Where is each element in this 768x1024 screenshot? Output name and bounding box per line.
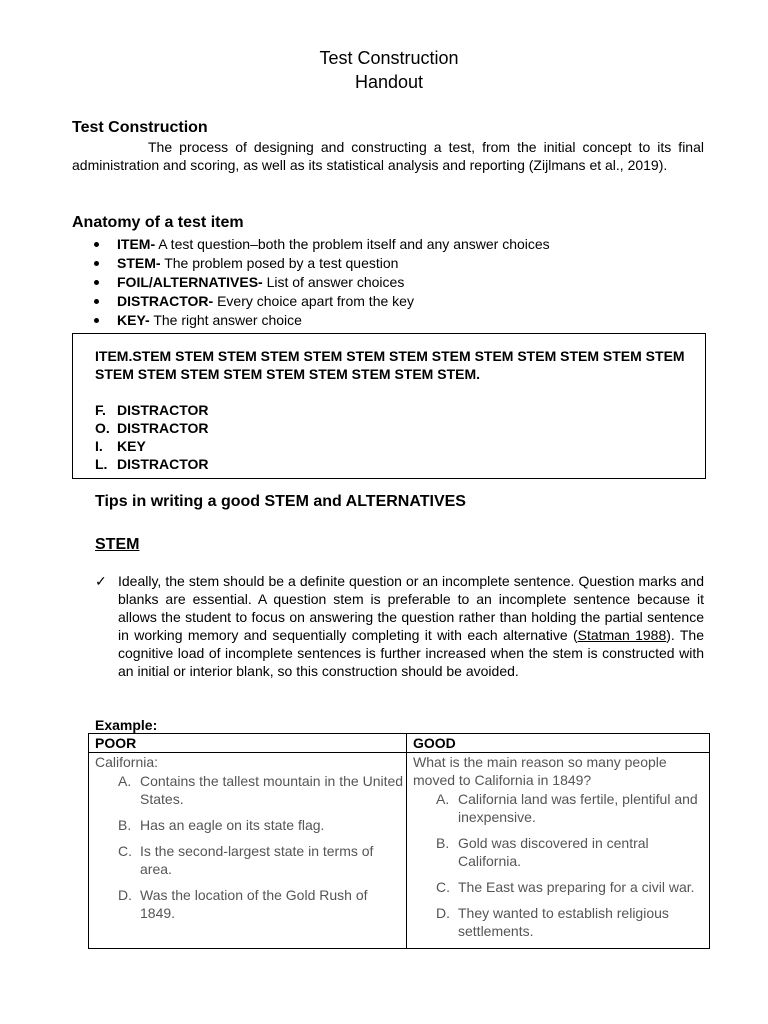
bullet-icon: [94, 280, 99, 285]
list-item: DISTRACTOR- Every choice apart from the key: [72, 292, 692, 311]
option-row: O. DISTRACTOR: [95, 420, 209, 436]
good-example-cell: [407, 753, 710, 949]
list-item: D. They wanted to establish religious settlements.: [436, 905, 669, 939]
column-header-good: GOOD: [407, 734, 710, 753]
anatomy-list: [72, 235, 692, 330]
poor-example-cell: [89, 753, 407, 949]
list-item: A. California land was fertile, plentiful and inexpensive.: [436, 791, 698, 825]
document-subtitle: Handout: [354, 72, 424, 92]
list-item: B. Gold was discovered in central California.: [436, 835, 649, 869]
checkmark-icon: ✓: [95, 573, 107, 589]
table-row: [89, 753, 710, 949]
list-item: STEM- The problem posed by a test question: [72, 254, 692, 273]
stem-guideline-text: Ideally, the stem should be a definite question or an incomplete sentence. Question marks and blanks are essential. A question stem is preferable to an incomplete sentence because it allows the student to focus on answering the question rather than holding the partial sentence in working memory and sequentially completing it with each alternative (Statman 1988). The cognitive load of incomplete sentences is further increased when the stem is constructed with an initial or interior blank, so this construction should be avoided.: [118, 573, 704, 679]
section-heading-anatomy: Anatomy of a test item: [72, 214, 244, 231]
citation-link[interactable]: Statman 1988: [577, 627, 667, 643]
option-row: L. DISTRACTOR: [95, 456, 209, 472]
good-alternatives: [413, 790, 709, 940]
good-stem: What is the main reason so many people moved to California in 1849?: [413, 754, 667, 788]
tips-heading: Tips in writing a good STEM and ALTERNATIVES: [95, 493, 466, 510]
bullet-icon: [94, 299, 99, 304]
option-row: I. KEY: [95, 438, 146, 454]
item-example-box: [72, 333, 706, 479]
poor-alternatives: [95, 772, 406, 922]
list-item: ITEM- A test question–both the problem itself and any answer choices: [72, 235, 692, 254]
example-table: [88, 733, 710, 949]
poor-stem: California:: [95, 754, 159, 770]
stem-heading: STEM: [95, 536, 140, 553]
section-heading-test-construction: Test Construction: [72, 119, 208, 136]
list-item: C. The East was preparing for a civil war.: [436, 879, 695, 895]
table-header-row: [89, 734, 710, 753]
definition-paragraph: [72, 138, 704, 174]
list-item: C. Is the second-largest state in terms of area.: [118, 843, 374, 877]
column-header-poor: POOR: [89, 734, 407, 753]
item-options: [95, 401, 209, 473]
item-stem-text: ITEM.STEM STEM STEM STEM STEM STEM STEM STEM STEM STEM STEM STEM STEM STEM STEM STEM STEM STEM STEM STEM STEM STEM.: [95, 348, 685, 382]
bullet-icon: [94, 261, 99, 266]
list-item: A. Contains the tallest mountain in the United States.: [118, 773, 404, 807]
list-item: FOIL/ALTERNATIVES- List of answer choices: [72, 273, 692, 292]
example-label: Example:: [95, 717, 158, 733]
list-item: KEY- The right answer choice: [72, 311, 692, 330]
definition-text: The process of designing and constructing a test, from the initial concept to its final administration and scoring, as well as its statistical analysis and reporting (Zijlmans et al., 2019).: [72, 139, 704, 173]
document-title: Test Construction: [319, 48, 459, 68]
option-row: F. DISTRACTOR: [95, 402, 209, 418]
bullet-icon: [94, 242, 99, 247]
list-item: B. Has an eagle on its state flag.: [118, 817, 325, 833]
bullet-icon: [94, 318, 99, 323]
list-item: D. Was the location of the Gold Rush of 1849.: [118, 887, 368, 921]
